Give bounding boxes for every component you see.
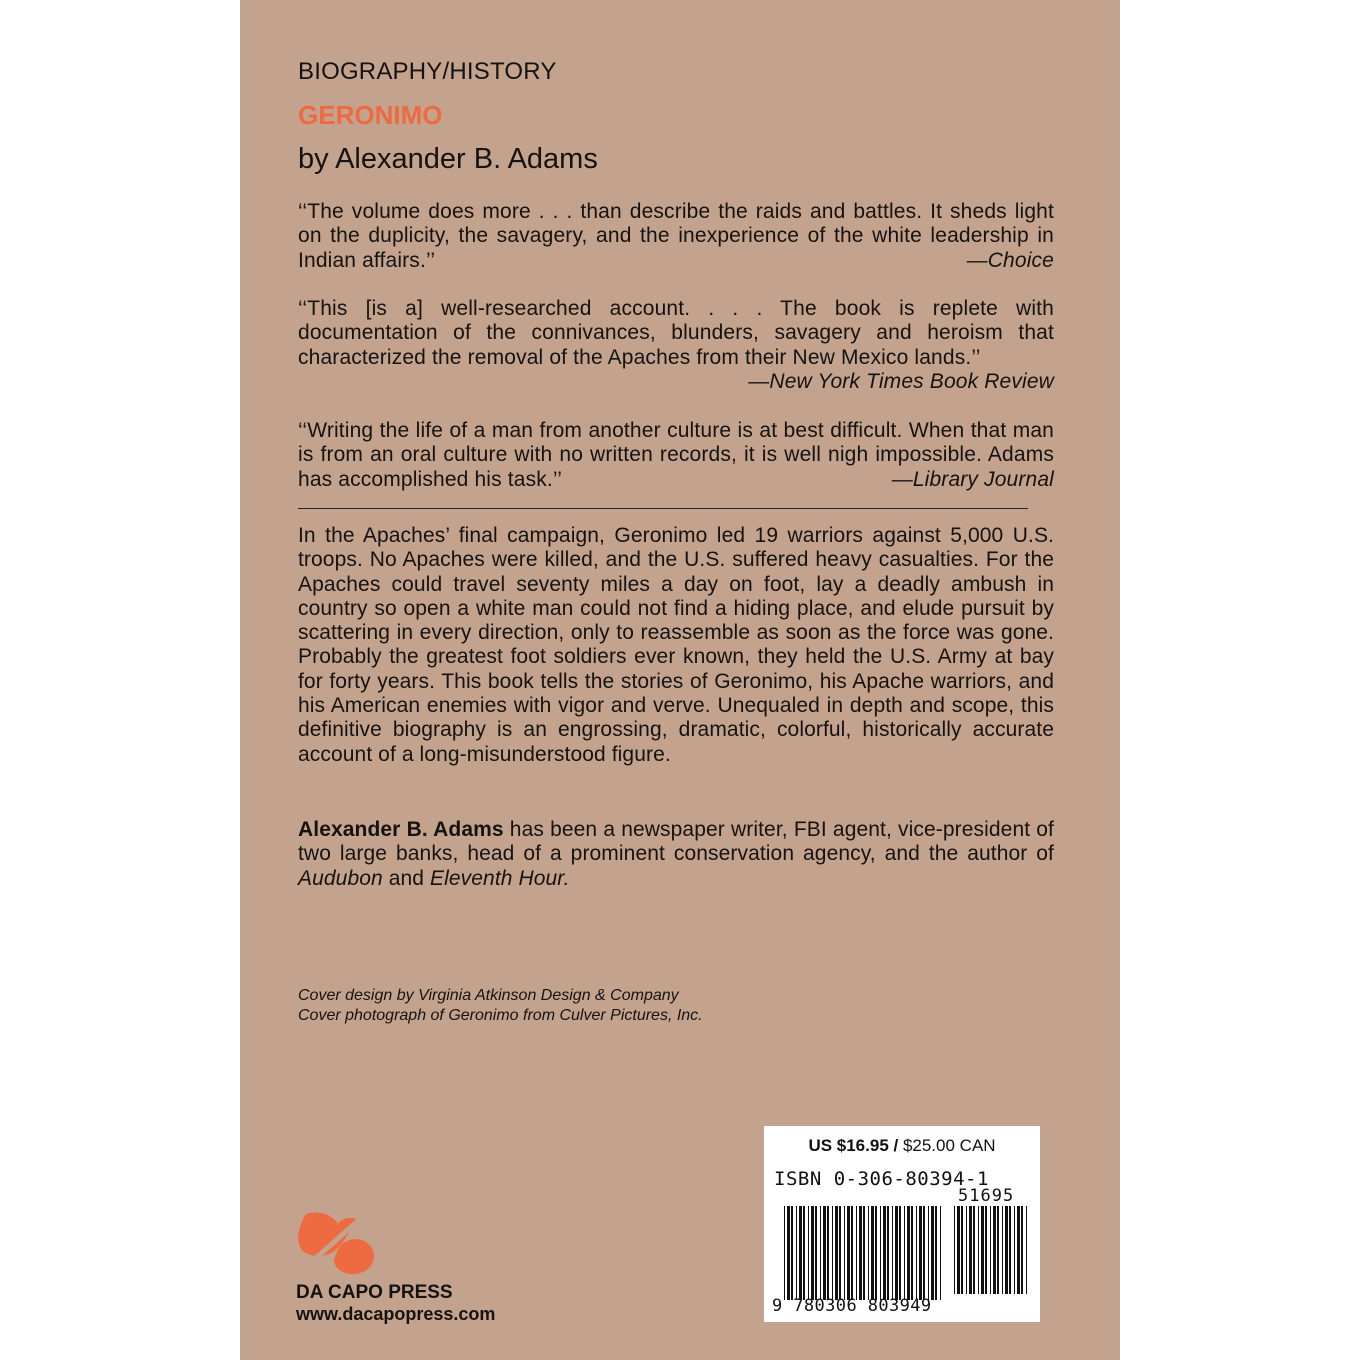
- barcode-bar: [919, 1206, 922, 1300]
- barcode-bar: [892, 1206, 893, 1300]
- barcode-bar: [969, 1206, 972, 1294]
- barcode-bar: [839, 1206, 841, 1300]
- barcode-bar: [935, 1206, 937, 1300]
- publisher-website: www.dacapopress.com: [296, 1304, 496, 1324]
- barcode-bar: [791, 1206, 793, 1300]
- barcode-bar: [847, 1206, 850, 1300]
- quote-text: ‘‘The volume does more . . . than describe the raids and battles. It sheds light on the duplicity, the savagery, and the inexperience of the white leadership in Indian affairs.’’: [298, 200, 1054, 272]
- barcode-bar: [1014, 1206, 1015, 1294]
- barcode-bar: [851, 1206, 853, 1300]
- addon-barcode: [954, 1206, 1032, 1294]
- price-addon-number: 51695: [958, 1186, 1015, 1206]
- barcode-bar: [978, 1206, 979, 1294]
- barcode-bar: [911, 1206, 913, 1300]
- barcode-bar: [803, 1206, 805, 1300]
- barcode-bar: [931, 1206, 934, 1300]
- cover-credits: [298, 986, 1054, 1026]
- bio-text: has been a newspaper writer, FBI agent, vice-president of two large banks, head of a prominent conservation agency, and the author of: [298, 818, 1054, 866]
- barcode-bar: [1005, 1206, 1008, 1294]
- barcode-bar: [823, 1206, 826, 1300]
- divider: [298, 508, 1028, 509]
- quote-text: ‘‘This [is a] well-researched account. . . . The book is replete with documentation of the connivances, blunders, savagery and heroism that characterized the removal of the Apaches from their New Mexico lands.’’: [298, 297, 1054, 369]
- barcode-bar: [1026, 1206, 1027, 1294]
- barcode-bar: [981, 1206, 984, 1294]
- review-quote: [298, 200, 1054, 273]
- author-name: Alexander B. Adams: [298, 818, 504, 841]
- barcode-bar: [907, 1206, 910, 1300]
- barcode-bar: [928, 1206, 929, 1300]
- barcode-panel: [764, 1126, 1040, 1322]
- quote-source: —Choice: [966, 248, 1054, 272]
- barcode-bar: [923, 1206, 925, 1300]
- barcode-bar: [954, 1206, 955, 1294]
- barcode-bar: [997, 1206, 999, 1294]
- barcode-bar: [832, 1206, 833, 1300]
- book-title-audubon: Audubon: [298, 866, 383, 890]
- barcode-bar: [1021, 1206, 1023, 1294]
- barcode-bar: [863, 1206, 865, 1300]
- can-price: $25.00 CAN: [898, 1136, 996, 1155]
- barcode-bar: [993, 1206, 996, 1294]
- quote-source: —Library Journal: [891, 467, 1054, 491]
- barcode-bar: [985, 1206, 987, 1294]
- barcode-bar: [868, 1206, 869, 1300]
- barcode-bar: [844, 1206, 845, 1300]
- barcode-bar: [787, 1206, 790, 1300]
- barcode-bar: [1002, 1206, 1003, 1294]
- barcode-bar: [871, 1206, 874, 1300]
- book-title-eleventh-hour: Eleventh Hour.: [430, 866, 570, 890]
- barcode-bar: [875, 1206, 877, 1300]
- barcode-bar: [966, 1206, 967, 1294]
- ean-barcode: [784, 1206, 944, 1300]
- barcode-bar: [973, 1206, 975, 1294]
- barcode-bar: [799, 1206, 802, 1300]
- barcode-bar: [880, 1206, 881, 1300]
- quote-text: ‘‘Writing the life of a man from another culture is at best difficult. When that man is from an oral culture with no written records, it is well nigh impossible. Adams has accomplished his task.’’: [298, 419, 1054, 491]
- review-quote: [298, 297, 1054, 394]
- review-quote: [298, 419, 1054, 492]
- book-title: GERONIMO: [298, 100, 443, 130]
- barcode-bar: [811, 1206, 814, 1300]
- ean-number: 9 780306 803949: [772, 1296, 932, 1316]
- publisher-name: DA CAPO PRESS: [296, 1282, 453, 1303]
- barcode-bar: [887, 1206, 889, 1300]
- barcode-bar: [916, 1206, 917, 1300]
- barcode-bar: [904, 1206, 905, 1300]
- barcode-bar: [957, 1206, 960, 1294]
- design-credit: Cover design by Virginia Atkinson Design & Company: [298, 987, 679, 1004]
- barcode-bar: [895, 1206, 898, 1300]
- book-back-cover: [240, 0, 1120, 1360]
- author-bio: [298, 818, 1054, 891]
- price-label: [764, 1136, 1040, 1156]
- barcode-bar: [815, 1206, 817, 1300]
- barcode-bar: [961, 1206, 963, 1294]
- category-label: BIOGRAPHY/HISTORY: [298, 58, 557, 85]
- barcode-bar: [827, 1206, 829, 1300]
- barcode-bar: [856, 1206, 857, 1300]
- da-capo-logo-icon: [292, 1208, 378, 1280]
- quote-source: —New York Times Book Review: [748, 369, 1054, 393]
- barcode-bar: [808, 1206, 809, 1300]
- photo-credit: Cover photograph of Geronimo from Culver Pictures, Inc.: [298, 1007, 703, 1024]
- barcode-bar: [1009, 1206, 1011, 1294]
- barcode-bar: [820, 1206, 821, 1300]
- barcode-bar: [883, 1206, 886, 1300]
- us-price: US $16.95 /: [808, 1136, 899, 1155]
- byline: by Alexander B. Adams: [298, 143, 598, 175]
- book-description: In the Apaches’ final campaign, Geronimo led 19 warriors against 5,000 U.S. troops. No Apaches were killed, and the U.S. suffered heavy casualties. For the Apaches could travel seventy miles a day on foot, lay a deadly ambush in country so open a white man could not find a hiding place, and elude pursuit by scattering in every direction, only to reassemble as soon as the force was gone. Probably the greatest foot soldiers ever known, they held the U.S. Army at bay for forty years. This book tells the stories of Geronimo, his Apache warriors, and his American enemies with vigor and verve. Unequaled in depth and scope, this definitive biography is an engrossing, dramatic, colorful, historically accurate account of a long-misunderstood figure.: [298, 524, 1054, 766]
- barcode-bar: [784, 1206, 785, 1300]
- bio-and: and: [382, 866, 431, 890]
- barcode-bar: [940, 1206, 941, 1300]
- barcode-bar: [835, 1206, 838, 1300]
- barcode-bar: [1017, 1206, 1020, 1294]
- barcode-bar: [899, 1206, 901, 1300]
- barcode-bar: [990, 1206, 991, 1294]
- barcode-bar: [796, 1206, 797, 1300]
- isbn-number: ISBN 0-306-80394-1: [774, 1168, 989, 1190]
- barcode-bar: [859, 1206, 862, 1300]
